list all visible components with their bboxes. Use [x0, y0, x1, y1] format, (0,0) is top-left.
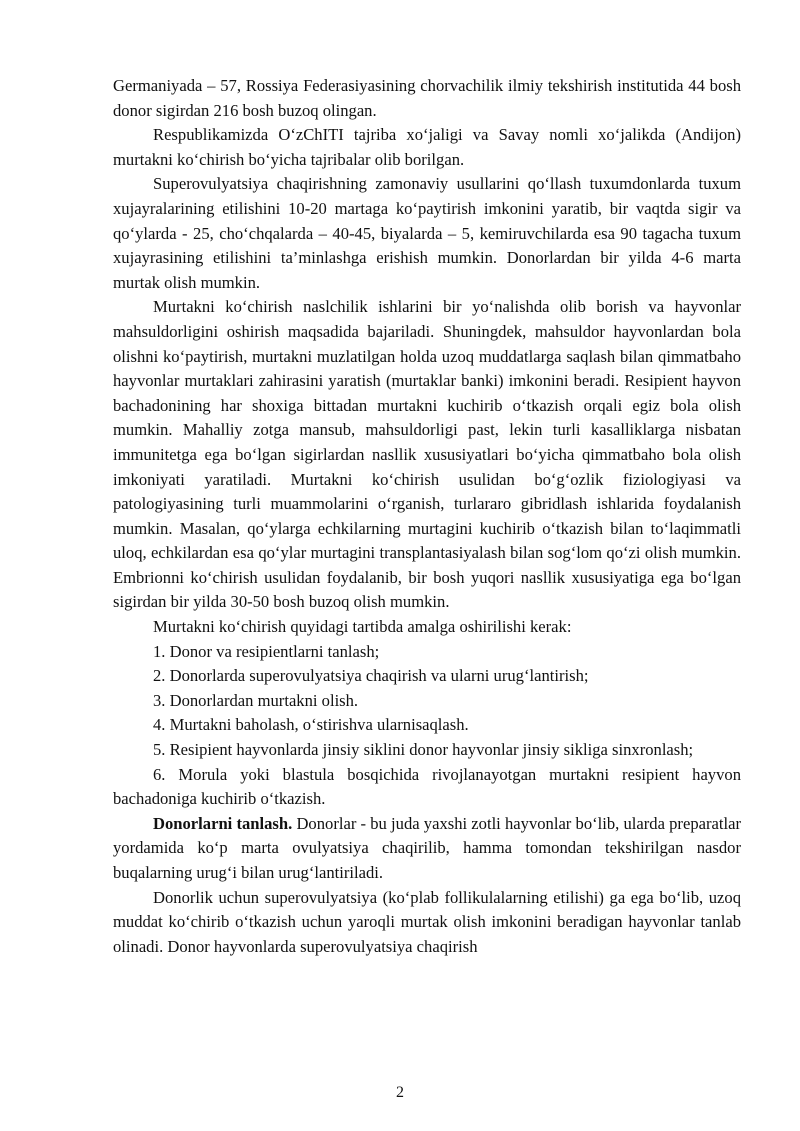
- list-item-6: 6. Morula yoki blastula bosqichida rivojlanayotgan murtakni resipient hayvon bachadoniga kuchirib o‘tkazish.: [113, 764, 741, 809]
- paragraph-1: Germaniyada – 57, Rossiya Federasiyasining chorvachilik ilmiy tekshirish institutida 44 bosh donor sigirdan 216 bosh buzoq olingan.: [113, 76, 741, 120]
- page-number: 2: [396, 1084, 404, 1101]
- paragraph-7: Donorlik uchun superovulyatsiya (ko‘plab follikulalarning etilishi) ga ega bo‘lib, uzoq muddat ko‘chirib o‘tkazish uchun yaroqli murtak olish imkonini beradigan hayvonlar tanlab olinadi. Donor hayvonlarda superovulyatsiya chaqirish: [113, 887, 741, 956]
- document-page: [113, 74, 741, 959]
- paragraph-6: [113, 812, 741, 886]
- list-item-5: 5. Resipient hayvonlarda jinsiy siklini donor hayvonlar jinsiy sikliga sinxronlash;: [153, 740, 694, 760]
- paragraph-5: Murtakni ko‘chirish quyidagi tartibda amalga oshirilishi kerak:: [153, 617, 572, 637]
- list-item-4: 4. Murtakni baholash, o‘stirishva ularnisaqlash.: [153, 715, 469, 735]
- paragraph-6-text: Donorlar - bu juda yaxshi zotli hayvonlar bo‘lib, ularda preparatlar yordamida ko‘p marta ovulyatsiya chaqirilib, hamma tomondan tekshirilgan nasdor buqalarning urug‘i bilan urug‘lantiriladi.: [113, 813, 741, 882]
- list-item-2: 2. Donorlarda superovulyatsiya chaqirish va ularni urug‘lantirish;: [153, 666, 589, 686]
- paragraph-4: Murtakni ko‘chirish naslchilik ishlarini bir yo‘nalishda olib borish va hayvonlar mahsuldorligini oshirish maqsadida bajariladi. Shuningdek, mahsuldor hayvonlardan bola olishni ko‘paytirish, murtakni muzlatilgan holda uzoq muddatlarga saqlash bilan qimmatbaho hayvonlar murtaklari zahirasini yaratish (murtaklar banki) imkonini beradi. Resipient hayvon bachadonining har shoxiga bittadan murtakni kuchirib o‘tkazish orqali egiz bola olish mumkin. Mahalliy zotga mansub, mahsuldorligi past, lekin turli kasalliklarga nisbatan immunitetga ega bo‘lgan sigirlardan nasllik xususiyatlari bo‘yicha qimmatbaho bola olish imkoniyati yaratiladi. Murtakni ko‘chirish usulidan bo‘g‘ozlik fiziologiyasi va patologiyasining turli muammolarini o‘rganish, turlararo gibridlash ishlarida foydalanish mumkin. Masalan, qo‘ylarga echkilarning murtagini kuchirib o‘tkazish bilan to‘laqimmatli uloq, echkilardan esa qo‘ylar murtagini transplantasiyalash bilan sog‘lom qo‘zi olish mumkin. Embrionni ko‘chirish usulidan foydalanib, bir bosh yuqori nasllik xususiyatiga ega bo‘lgan sigirdan bir yilda 30-50 bosh buzoq olish mumkin.: [113, 297, 741, 612]
- paragraph-2: Respublikamizda O‘zChITI tajriba xo‘jaligi va Savay nomli xo‘jalikda (Andijon) murtakni ko‘chirish bo‘yicha tajribalar olib borilgan.: [113, 125, 741, 169]
- section-heading: Donorlarni tanlash.: [153, 813, 293, 833]
- paragraph-3: Superovulyatsiya chaqirishning zamonaviy usullarini qo‘llash tuxumdonlarda tuxum xujayralarining etilishini 10-20 martaga ko‘paytirish imkonini yaratib, bir vaqtda sigir va qo‘ylarda - 25, cho‘chqalarda – 40-45, biyalarda – 5, kemiruvchilarda esa 90 tagacha tuxum xujayrasining etilishini ta’minlashga erishish mumkin. Donorlardan bir yilda 4-6 marta murtak olish mumkin.: [113, 174, 741, 292]
- list-item-1: 1. Donor va resipientlarni tanlash;: [153, 641, 380, 661]
- list-item-3: 3. Donorlardan murtakni olish.: [153, 690, 359, 710]
